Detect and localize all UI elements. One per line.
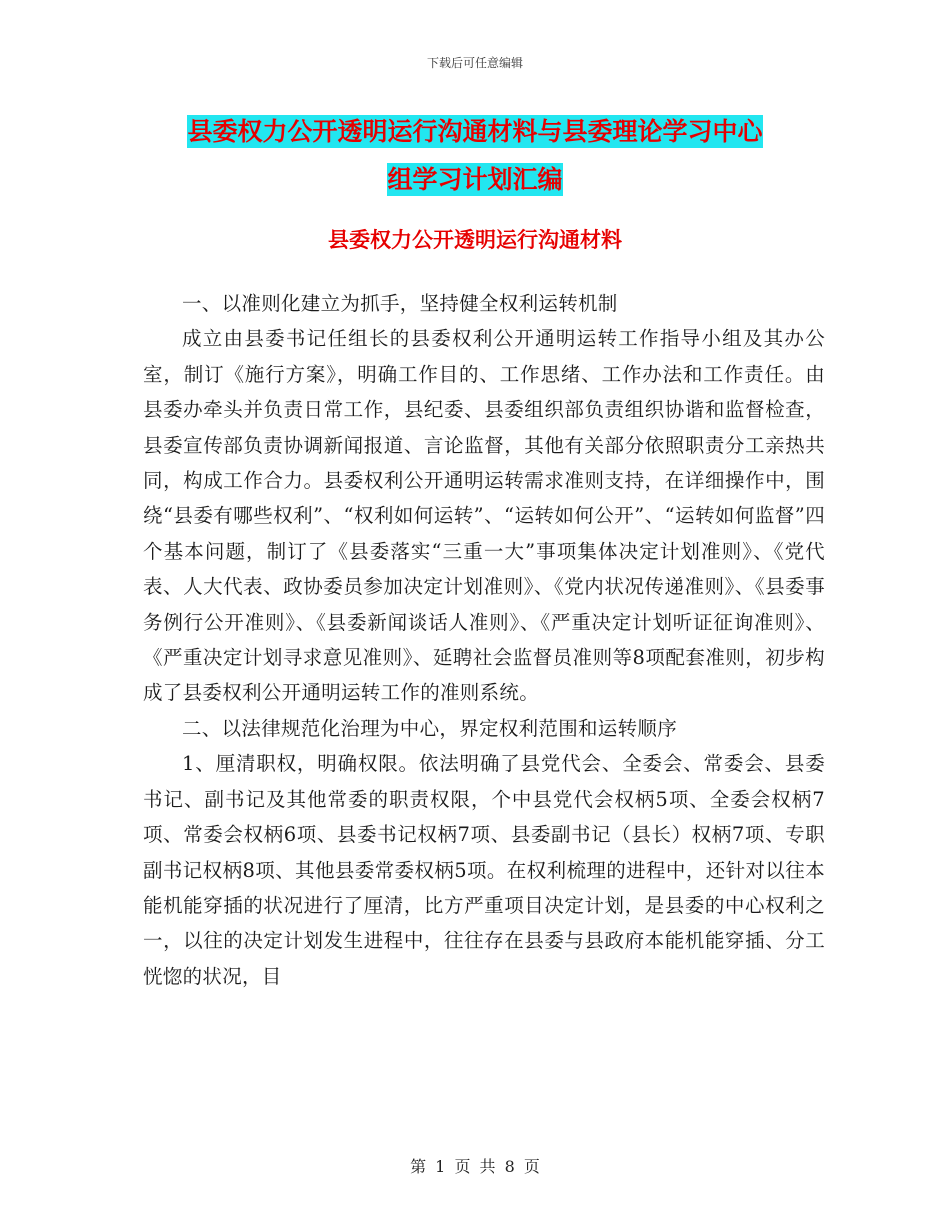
document-title-line1: 县委权力公开透明运行沟通材料与县委理论学习中心 (187, 117, 763, 146)
document-title-line2: 组学习计划汇编 (387, 165, 563, 194)
paragraph: 二、以法律规范化治理为中心，界定权利范围和运转顺序 (182, 716, 678, 740)
paragraph: 1、厘清职权，明确权限。依法明确了县党代会、全委会、常委会、县委书记、副书记及其他常委的职责权限，个中县党代会权柄5项、全委会权柄7项、常委会权柄6项、县委书记权柄7项、县委副书记（县长）权柄7项、专职副书记权柄8项、其他县委常委权柄5项。在权利梳理的进程中，还针对以往本能机能穿插的状况进行了厘清，比方严重项目决定计划，是县委的中心权利之一，以往的决定计划发生进程中，往往存在县委与县政府本能机能穿插、分工恍惚的状况，目 (143, 752, 825, 988)
paragraph: 成立由县委书记任组长的县委权利公开通明运转工作指导小组及其办公室，制订《施行方案》，明确工作目的、工作思绪、工作办法和工作责任。由县委办牵头并负责日常工作，县纪委、县委组织部负责组织协谐和监督检查，县委宣传部负责协调新闻报道、言论监督，其他有关部分依照职责分工亲热共同，构成工作合力。县委权利公开通明运转需求准则支持，在详细操作中，围绕“县委有哪些权利”、“权利如何运转”、“运转如何公开”、“运转如何监督”四个基本问题，制订了《县委落实“三重一大”事项集体决定计划准则》、《党代表、人大代表、政协委员参加决定计划准则》、《党内状况传递准则》、《县委事务例行公开准则》、《县委新闻谈话人准则》、《严重决定计划听证征询准则》、《严重决定计划寻求意见准则》、延聘社会监督员准则等8项配套准则，初步构成了县委权利公开通明运转工作的准则系统。 (143, 327, 825, 705)
header-note: 下载后可任意编辑 (426, 56, 523, 70)
page-footer: 第 1 页 共 8 页 (410, 1157, 540, 1176)
document-body (143, 286, 825, 994)
paragraph: 一、以准则化建立为抓手，坚持健全权利运转机制 (182, 292, 618, 315)
section-title: 县委权力公开透明运行沟通材料 (328, 227, 622, 252)
document-title (140, 108, 810, 204)
